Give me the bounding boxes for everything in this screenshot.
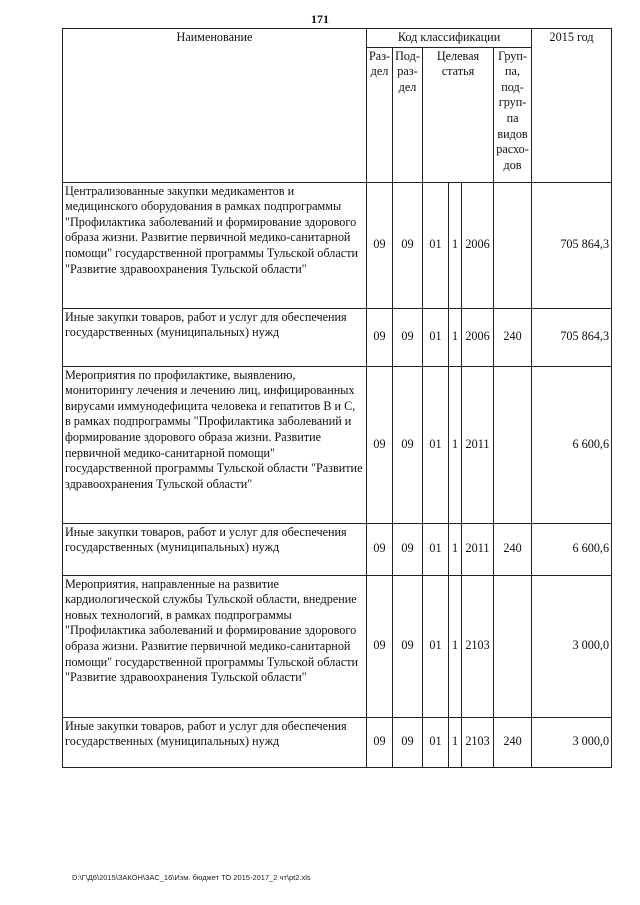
table-row [63, 717, 612, 767]
row-expense-group [494, 366, 532, 523]
row-subsection: 09 [393, 182, 423, 308]
row-target-subprogram: 1 [449, 308, 462, 366]
row-target-program: 01 [423, 523, 449, 575]
row-amount: 6 600,6 [532, 366, 612, 523]
row-target-subprogram: 1 [449, 717, 462, 767]
row-target-subprogram: 1 [449, 523, 462, 575]
row-expense-group [494, 575, 532, 717]
table-row [63, 575, 612, 717]
row-amount: 6 600,6 [532, 523, 612, 575]
header-expense-group: Груп- па, под- груп- па видов расхо- дов [494, 47, 532, 182]
row-name: Иные закупки товаров, работ и услуг для обеспечения государственных (муниципальных) нужд [63, 308, 367, 366]
table-row [63, 523, 612, 575]
row-section: 09 [367, 308, 393, 366]
row-target-program: 01 [423, 717, 449, 767]
row-section: 09 [367, 523, 393, 575]
page-number: 171 [311, 12, 329, 26]
row-expense-group [494, 182, 532, 308]
row-subsection: 09 [393, 717, 423, 767]
header-target-article: Целевая статья [423, 47, 494, 182]
row-expense-group: 240 [494, 308, 532, 366]
row-expense-group: 240 [494, 523, 532, 575]
row-amount: 705 864,3 [532, 308, 612, 366]
header-name: Наименование [63, 29, 367, 183]
row-amount: 3 000,0 [532, 575, 612, 717]
row-target-direction: 2103 [462, 717, 494, 767]
table-row [63, 366, 612, 523]
table-row [63, 308, 612, 366]
row-target-direction: 2006 [462, 182, 494, 308]
row-target-subprogram: 1 [449, 182, 462, 308]
row-target-subprogram: 1 [449, 366, 462, 523]
budget-table [62, 28, 612, 768]
row-amount: 3 000,0 [532, 717, 612, 767]
row-subsection: 09 [393, 366, 423, 523]
row-name: Иные закупки товаров, работ и услуг для обеспечения государственных (муниципальных) нужд [63, 523, 367, 575]
row-amount: 705 864,3 [532, 182, 612, 308]
row-name: Иные закупки товаров, работ и услуг для обеспечения государственных (муниципальных) нужд [63, 717, 367, 767]
row-target-direction: 2103 [462, 575, 494, 717]
row-subsection: 09 [393, 575, 423, 717]
row-target-direction: 2006 [462, 308, 494, 366]
row-section: 09 [367, 575, 393, 717]
row-target-subprogram: 1 [449, 575, 462, 717]
row-section: 09 [367, 366, 393, 523]
row-target-direction: 2011 [462, 523, 494, 575]
row-name: Мероприятия, направленные на развитие кардиологической службы Тульской области, внедрение новых технологий, в рамках подпрограммы "Профилактика заболеваний и формирование здорового образа жизни. Развитие первичной медико-санитарной помощи" государственной программы Тульской области "Развитие здравоохранения Тульской области" [63, 575, 367, 717]
file-path-footer: D:\Г\Д6\2015\ЗАКОН\ЗАС_16\Изм. бюджет ТО 2015-2017_2 чт\pt2.xls [72, 873, 311, 882]
row-name: Централизованные закупки медикаментов и медицинского оборудования в рамках подпрограммы "Профилактика заболеваний и формирование здорового образа жизни. Развитие первичной медико-санитарной помощи" государственной программы Тульской области "Развитие здравоохранения Тульской области" [63, 182, 367, 308]
header-subsection: Под- раз- дел [393, 47, 423, 182]
row-expense-group: 240 [494, 717, 532, 767]
row-target-program: 01 [423, 366, 449, 523]
row-subsection: 09 [393, 523, 423, 575]
row-target-program: 01 [423, 308, 449, 366]
header-section: Раз- дел [367, 47, 393, 182]
row-target-program: 01 [423, 575, 449, 717]
table-row [63, 182, 612, 308]
row-target-program: 01 [423, 182, 449, 308]
header-year: 2015 год [532, 29, 612, 183]
header-classification: Код классификации [367, 29, 532, 48]
row-name: Мероприятия по профилактике, выявлению, мониторингу лечения и лечению лиц, инфицированных вирусами иммунодефицита человека и гепатитов В и С, в рамках подпрограммы "Профилактика заболеваний и формирование здорового образа жизни. Развитие первичной медико-санитарной помощи" государственной программы Тульской области "Развитие здравоохранения Тульской области" [63, 366, 367, 523]
row-subsection: 09 [393, 308, 423, 366]
row-section: 09 [367, 182, 393, 308]
row-section: 09 [367, 717, 393, 767]
row-target-direction: 2011 [462, 366, 494, 523]
